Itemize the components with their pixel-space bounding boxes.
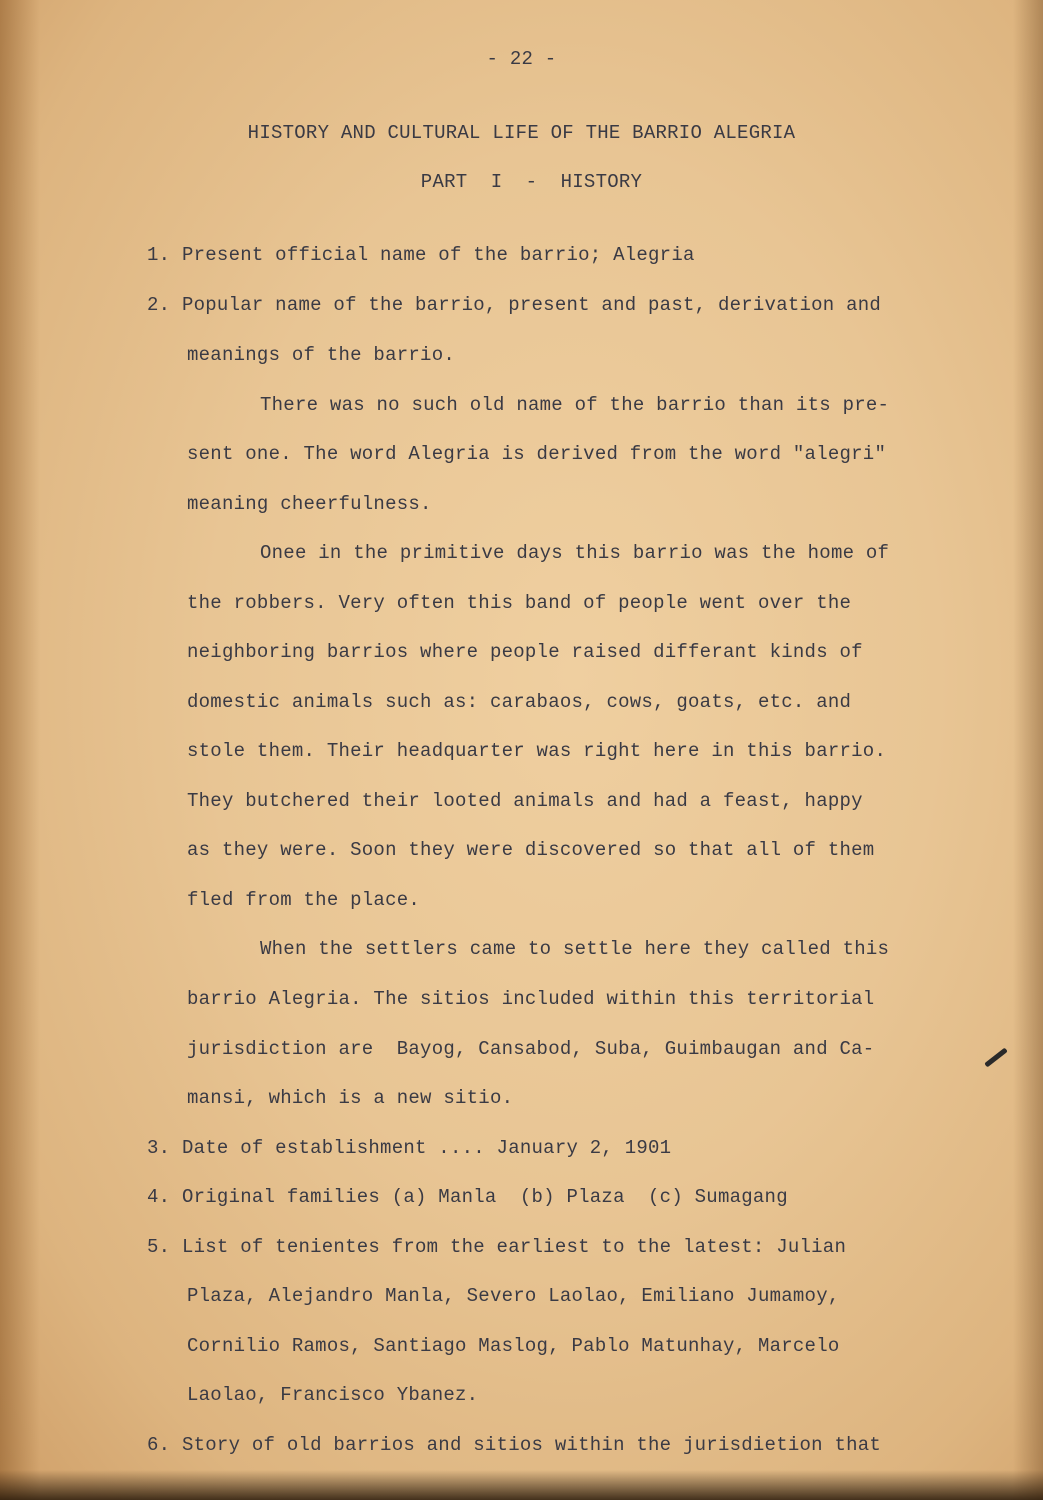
page-edge-shadow-bottom xyxy=(0,1470,1043,1500)
paragraph-1-line: sent one. The word Alegria is derived from the word "alegri" xyxy=(187,443,887,465)
item-3-line: 3. Date of establishment .... January 2, 1901 xyxy=(147,1137,672,1159)
paragraph-3-line: When the settlers came to settle here they called this xyxy=(260,938,890,960)
paragraph-2-line: stole them. Their headquarter was right here in this barrio. xyxy=(187,740,887,762)
paragraph-2-line: domestic animals such as: carabaos, cows, goats, etc. and xyxy=(187,691,852,713)
paragraph-3-line: barrio Alegria. The sitios included within this territorial xyxy=(187,988,875,1010)
paragraph-3-line: mansi, which is a new sitio. xyxy=(187,1087,514,1109)
item-6-line: 6. Story of old barrios and sitios within the jurisdietion that xyxy=(147,1434,882,1456)
item-2-continuation: meanings of the barrio. xyxy=(187,344,455,366)
paragraph-2-line: the robbers. Very often this band of people went over the xyxy=(187,592,852,614)
paragraph-1-line: There was no such old name of the barrio than its pre- xyxy=(260,394,890,416)
paragraph-1-line: meaning cheerfulness. xyxy=(187,493,432,515)
item-5-continuation: Laolao, Francisco Ybanez. xyxy=(187,1384,479,1406)
item-4-line: 4. Original families (a) Manla (b) Plaza (c) Sumagang xyxy=(147,1186,788,1208)
ink-mark xyxy=(984,1048,1008,1068)
paragraph-3-line: jurisdiction are Bayog, Cansabod, Suba, Guimbaugan and Ca- xyxy=(187,1038,875,1060)
item-1-line: 1. Present official name of the barrio; Alegria xyxy=(147,244,695,266)
item-5-line: 5. List of tenientes from the earliest to the latest: Julian xyxy=(147,1236,847,1258)
page-number: - 22 - xyxy=(486,48,557,70)
document-title: HISTORY AND CULTURAL LIFE OF THE BARRIO ALEGRIA xyxy=(247,122,796,144)
item-2-line: 2. Popular name of the barrio, present and past, derivation and xyxy=(147,294,882,316)
paragraph-2-line: Onee in the primitive days this barrio was the home of xyxy=(260,542,890,564)
paragraph-2-line: neighboring barrios where people raised differant kinds of xyxy=(187,641,863,663)
item-5-continuation: Cornilio Ramos, Santiago Maslog, Pablo Matunhay, Marcelo xyxy=(187,1335,840,1357)
paragraph-2-line: as they were. Soon they were discovered so that all of them xyxy=(187,839,875,861)
page-edge-shadow-left xyxy=(0,0,40,1500)
item-5-continuation: Plaza, Alejandro Manla, Severo Laolao, Emiliano Jumamoy, xyxy=(187,1285,840,1307)
part-heading: PART I - HISTORY xyxy=(420,171,643,193)
paragraph-2-line: fled from the place. xyxy=(187,889,421,911)
paragraph-2-line: They butchered their looted animals and had a feast, happy xyxy=(187,790,863,812)
page-edge-shadow-right xyxy=(1013,0,1043,1500)
